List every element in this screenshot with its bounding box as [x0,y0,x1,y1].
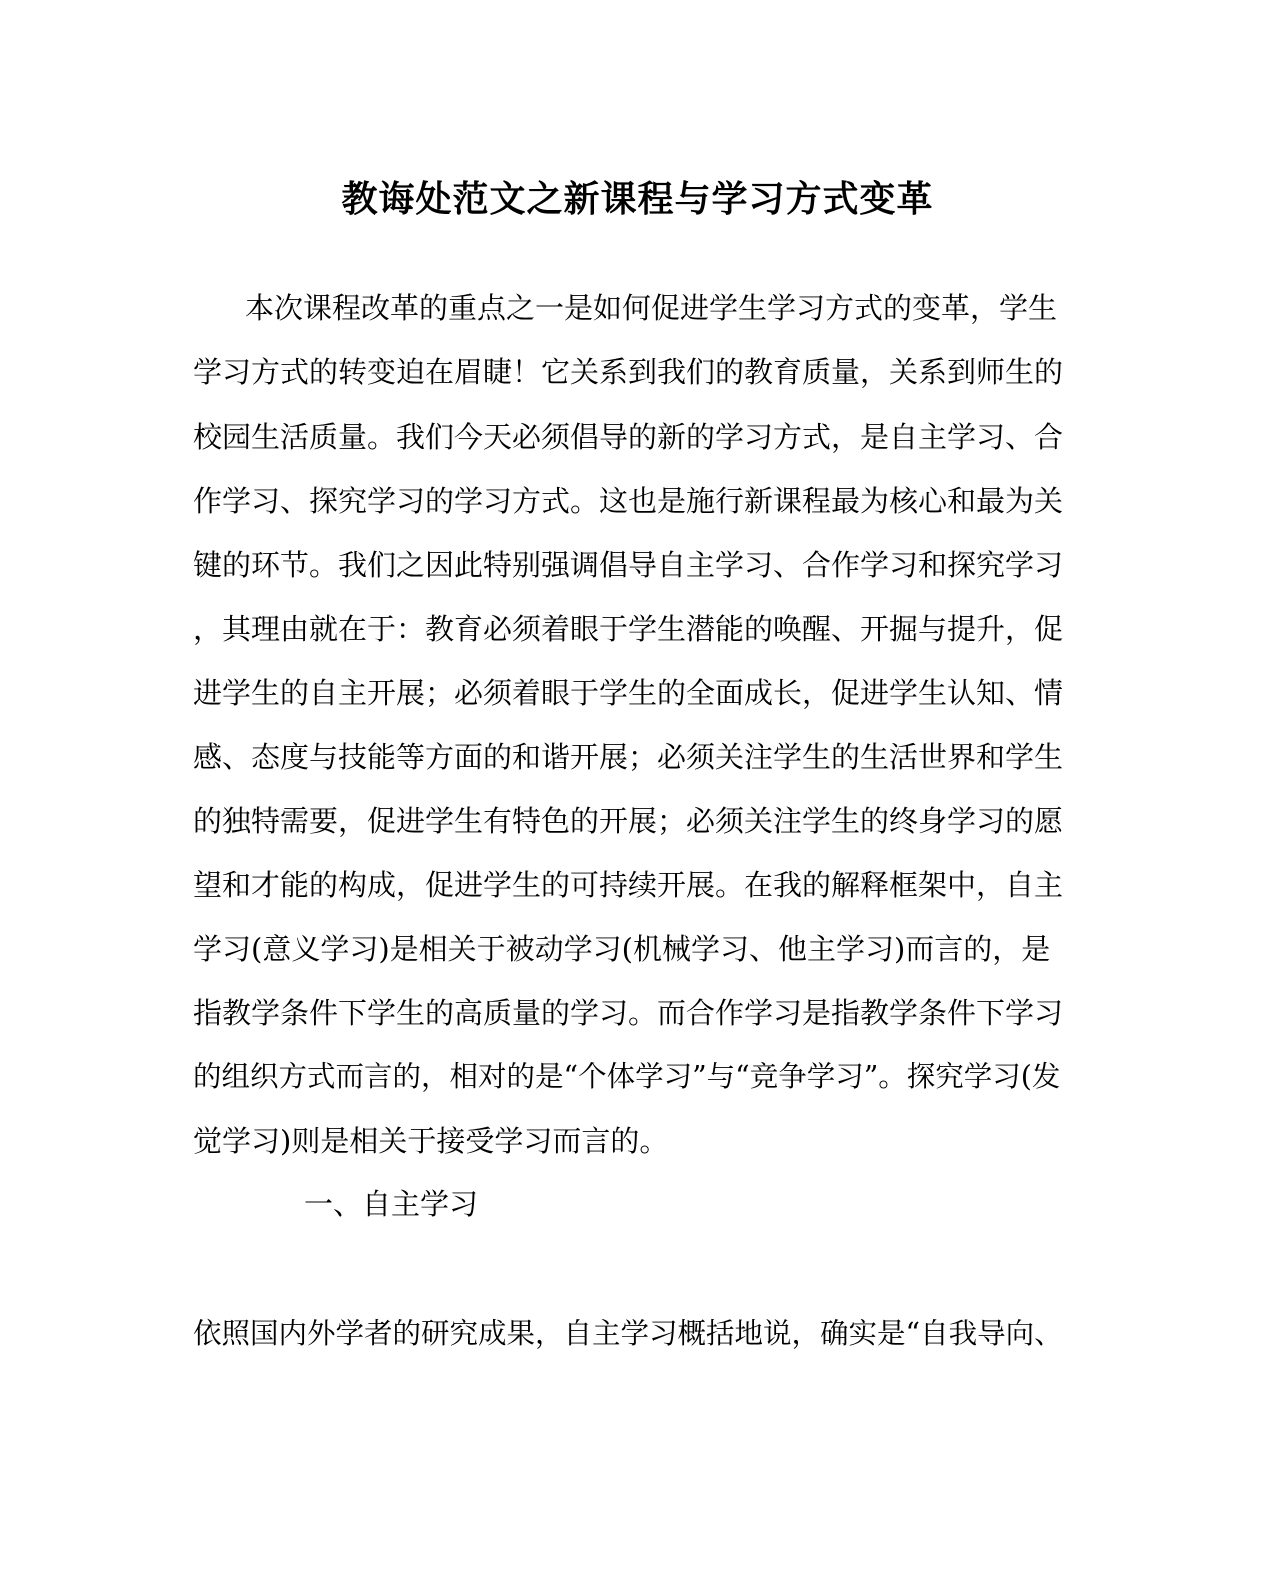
paragraph-line: 感、态度与技能等方面的和谐开展；必须关注学生的生活世界和学生 [193,740,1064,774]
paragraph-line: 学习方式的转变迫在眉睫！它关系到我们的教育质量，关系到师生的 [193,355,1064,389]
paragraph-line: 的独特需要，促进学生有特色的开展；必须关注学生的终身学习的愿 [193,804,1064,838]
paragraph-line: 依照国内外学者的研究成果，自主学习概括地说，确实是“自我导向、 [193,1317,1063,1350]
paragraph-line: 键的环节。我们之因此特别强调倡导自主学习、合作学习和探究学习 [193,548,1064,582]
paragraph-line: 学习(意义学习)是相关于被动学习(机械学习、他主学习)而言的，是 [193,932,1051,966]
document-title: 教诲处范文之新课程与学习方式变革 [341,178,934,220]
paragraph-line: 的组织方式而言的，相对的是“个体学习”与“竞争学习”。探究学习(发 [193,1060,1061,1093]
paragraph-line: 本次课程改革的重点之一是如何促进学生学习方式的变革，学生 [245,291,1058,325]
paragraph-line: 进学生的自主开展；必须着眼于学生的全面成长，促进学生认知、情 [193,676,1064,710]
paragraph-line: ，其理由就在于：教育必须着眼于学生潜能的唤醒、开掘与提升，促 [193,612,1064,646]
paragraph-line: 指教学条件下学生的高质量的学习。而合作学习是指教学条件下学习 [193,996,1064,1030]
paragraph-line: 作学习、探究学习的学习方式。这也是施行新课程最为核心和最为关 [193,484,1064,518]
paragraph-line: 望和才能的构成，促进学生的可持续开展。在我的解释框架中，自主 [193,868,1064,902]
paragraph-line: 校园生活质量。我们今天必须倡导的新的学习方式，是自主学习、合 [193,420,1064,454]
section-heading: 一、自主学习 [304,1187,479,1221]
paragraph-line: 觉学习)则是相关于接受学习而言的。 [193,1124,669,1158]
